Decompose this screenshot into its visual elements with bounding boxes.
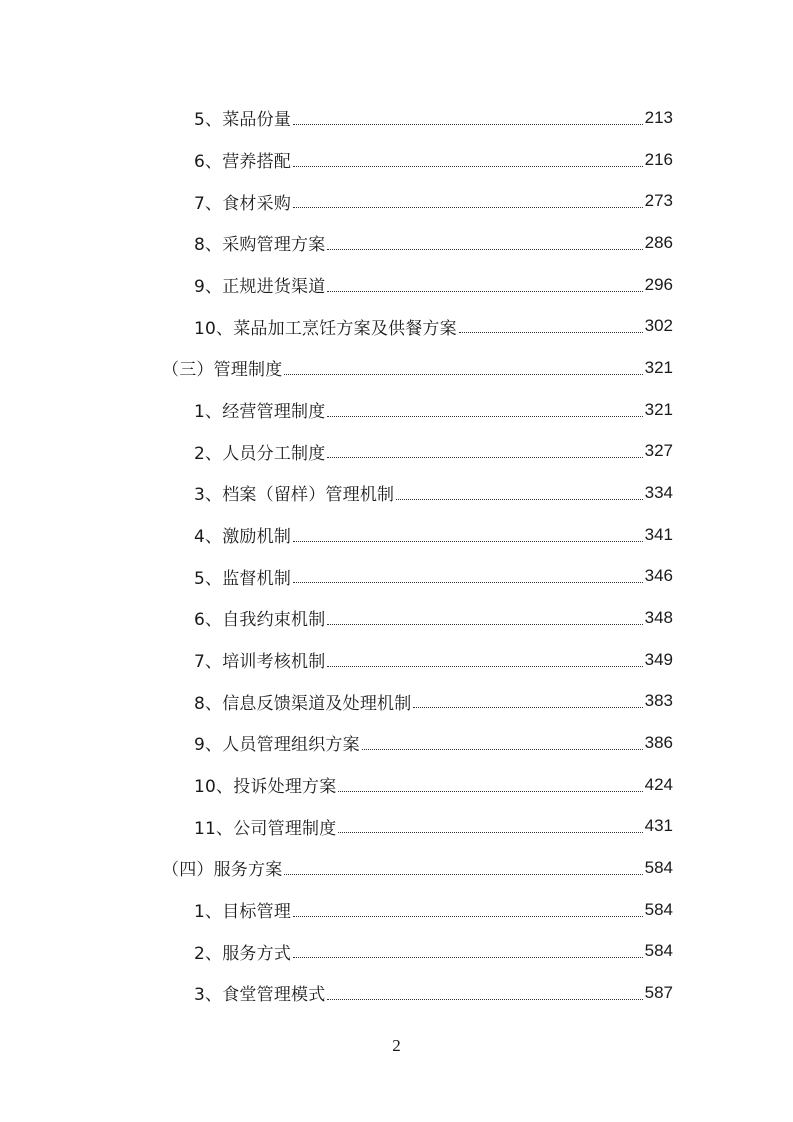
toc-entry-page: 302 [644, 316, 673, 336]
toc-entry-page: 386 [644, 732, 673, 752]
toc-entry-page: 349 [644, 649, 673, 669]
toc-entry[interactable] [0, 680, 793, 722]
toc-entry[interactable] [0, 97, 793, 139]
toc-section-page: 584 [644, 857, 673, 877]
toc-dot-leader [293, 165, 643, 167]
toc-entry-page: 431 [644, 816, 673, 836]
toc-entry-label: 1、经营管理制度 [194, 402, 326, 423]
toc-section-page: 321 [644, 357, 673, 377]
toc-section[interactable] [0, 347, 793, 389]
toc-entry-page: 584 [644, 899, 673, 919]
toc-dot-leader [327, 998, 642, 1000]
toc-dot-leader [362, 748, 643, 750]
toc-entry-label: 3、食堂管理模式 [194, 985, 326, 1006]
toc-entry-label: 8、信息反馈渠道及处理机制 [194, 693, 412, 714]
toc-section-label: （四）服务方案 [162, 860, 283, 881]
toc-section-label: （三）管理制度 [162, 360, 283, 381]
toc-entry[interactable] [0, 472, 793, 514]
toc-entry-label: 1、目标管理 [194, 902, 292, 923]
toc-entry[interactable] [0, 930, 793, 972]
toc-entry-page: 587 [644, 982, 673, 1002]
toc-entry-label: 9、正规进货渠道 [194, 277, 326, 298]
toc-entry[interactable] [0, 722, 793, 764]
toc-entry[interactable] [0, 389, 793, 431]
toc-entry-page: 341 [644, 524, 673, 544]
toc-entry[interactable] [0, 180, 793, 222]
toc-entry[interactable] [0, 764, 793, 806]
toc-entry[interactable] [0, 222, 793, 264]
toc-entry-page: 327 [644, 441, 673, 461]
toc-entry-label: 7、培训考核机制 [194, 652, 326, 673]
toc-entry-page: 296 [644, 274, 673, 294]
toc-entry[interactable] [0, 555, 793, 597]
toc-entry-label: 5、菜品份量 [194, 110, 292, 131]
toc-dot-leader [293, 540, 643, 542]
toc-dot-leader [284, 373, 642, 375]
toc-entry-label: 11、公司管理制度 [194, 818, 337, 839]
toc-entry[interactable] [0, 264, 793, 306]
toc-entry-page: 424 [644, 774, 673, 794]
toc-entry-page: 286 [644, 232, 673, 252]
toc-entry[interactable] [0, 430, 793, 472]
toc-entry-label: 2、人员分工制度 [194, 443, 326, 464]
toc-entry-page: 348 [644, 607, 673, 627]
toc-entry[interactable] [0, 305, 793, 347]
toc-entry-page: 213 [644, 107, 673, 127]
toc-dot-leader [293, 956, 643, 958]
toc-dot-leader [327, 290, 642, 292]
toc-entry-page: 216 [644, 149, 673, 169]
toc-dot-leader [284, 873, 642, 875]
toc-entry-label: 10、投诉处理方案 [194, 777, 337, 798]
toc-entry[interactable] [0, 805, 793, 847]
toc-entry-page: 334 [644, 482, 673, 502]
toc-entry-page: 273 [644, 191, 673, 211]
toc-entry-label: 6、营养搭配 [194, 152, 292, 172]
toc-dot-leader [327, 248, 642, 250]
toc-dot-leader [327, 415, 642, 417]
toc-dot-leader [293, 123, 643, 125]
toc-entry-label: 3、档案（留样）管理机制 [194, 485, 395, 506]
toc-entry[interactable] [0, 639, 793, 681]
toc-entry-label: 8、采购管理方案 [194, 235, 326, 256]
toc-dot-leader [327, 623, 642, 625]
toc-dot-leader [338, 790, 642, 792]
toc-dot-leader [396, 498, 642, 500]
toc-section[interactable] [0, 847, 793, 889]
toc-entry-label: 6、自我约束机制 [194, 610, 326, 631]
toc-entry[interactable] [0, 889, 793, 931]
toc-entry-label: 7、食材采购 [194, 193, 292, 214]
toc-entry-label: 2、服务方式 [194, 943, 292, 964]
toc-entry[interactable] [0, 139, 793, 181]
toc-dot-leader [293, 915, 643, 917]
table-of-contents [0, 97, 793, 1014]
toc-entry[interactable] [0, 597, 793, 639]
toc-entry-label: 10、菜品加工烹饪方案及供餐方案 [194, 318, 457, 339]
toc-entry-page: 383 [644, 691, 673, 711]
toc-entry[interactable] [0, 972, 793, 1014]
toc-dot-leader [293, 206, 643, 208]
toc-dot-leader [338, 831, 642, 833]
toc-dot-leader [459, 331, 643, 333]
toc-dot-leader [413, 706, 642, 708]
toc-dot-leader [327, 456, 642, 458]
toc-entry-page: 584 [644, 941, 673, 961]
page-number: 2 [392, 1036, 401, 1055]
toc-dot-leader [293, 581, 643, 583]
toc-entry-page: 346 [644, 566, 673, 586]
toc-entry-page: 321 [644, 399, 673, 419]
toc-entry-label: 9、人员管理组织方案 [194, 735, 360, 756]
toc-entry[interactable] [0, 514, 793, 556]
toc-dot-leader [327, 665, 642, 667]
toc-entry-label: 4、激励机制 [194, 527, 292, 548]
toc-entry-label: 5、监督机制 [194, 568, 292, 589]
